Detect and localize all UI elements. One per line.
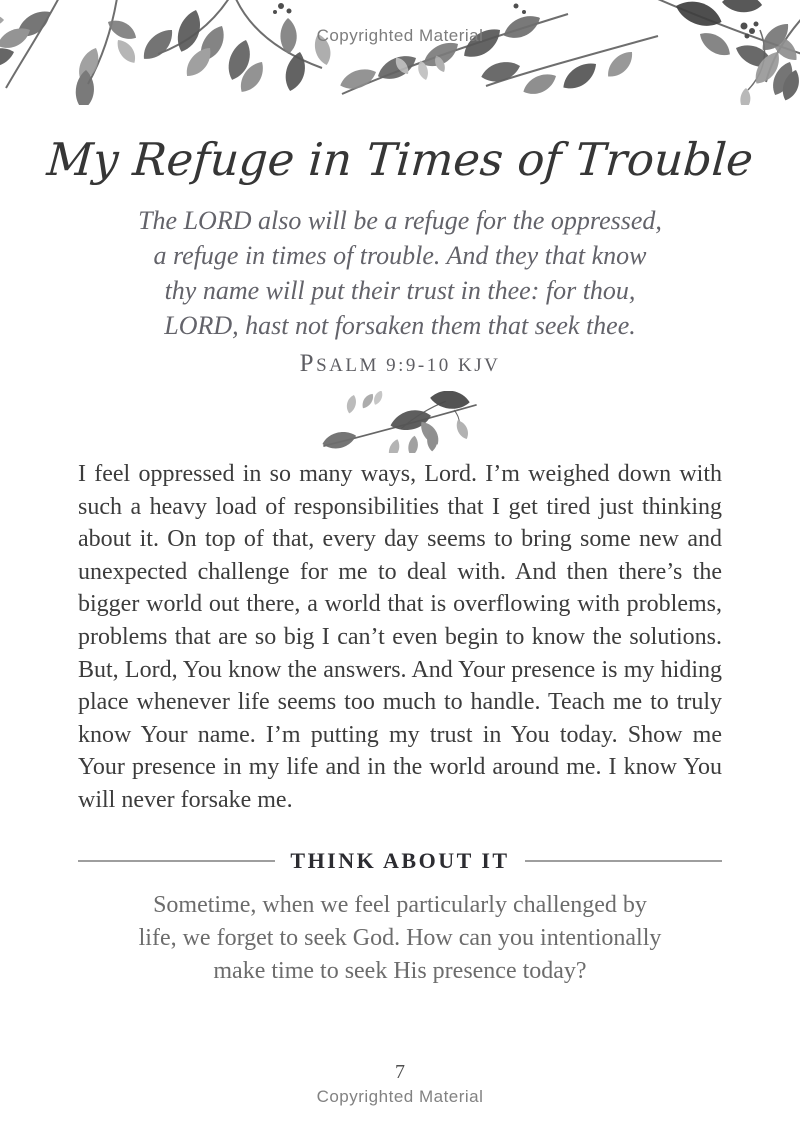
reflection-text [0, 889, 800, 988]
devotion-text: I feel oppressed in so many ways, Lord. I’m weighed down with such a heavy load of responsibilities that I get tired just thinking about it. On top of that, every day seems to bring some new and unexpected challenge for me to deal with. And then there’s the bigger world out there, a world that is overflowing with problems, problems that are so big I can’t even begin to know the solutions. But, Lord, You know the answers. And Your presence is my hiding place whenever life seems too much to handle. Teach me to truly know Your name. I’m putting my trust in You today. Show me Your presence in my life and in the world around me. I know You will never forsake me. [78, 461, 722, 813]
bottom-watermark: Copyrighted Material [316, 1087, 484, 1106]
leaf-garland-icon [0, 0, 800, 105]
scripture-line: The LORD also will be a refuge for the oppressed, [138, 206, 662, 235]
leaf-sprig-icon [305, 391, 495, 453]
page-footer [0, 1061, 800, 1107]
scripture-line: LORD, hast not forsaken them that seek thee. [164, 311, 636, 340]
reflection-line: make time to seek His presence today? [213, 957, 587, 984]
sprig-divider [305, 391, 495, 453]
scripture-line: a refuge in times of trouble. And they that know [153, 241, 647, 270]
scripture-quote [0, 203, 800, 343]
page-title: My Refuge in Times of Trouble [45, 133, 755, 186]
heading-rule-right [525, 860, 722, 862]
page-number: 7 [395, 1061, 405, 1083]
top-watermark: Copyrighted Material [316, 26, 484, 45]
heading-rule-left [78, 860, 275, 862]
reflection-line: Sometime, when we feel particularly challenged by [153, 891, 647, 918]
reflection-line: life, we forget to seek God. How can you intentionally [138, 924, 662, 951]
botanical-border [0, 0, 800, 105]
section-heading [78, 848, 722, 874]
scripture-line: thy name will put their trust in thee: for thou, [164, 276, 636, 305]
scripture-reference: PSALM 9:9-10 KJV [299, 350, 501, 377]
section-heading-label: THINK ABOUT IT [290, 847, 510, 873]
